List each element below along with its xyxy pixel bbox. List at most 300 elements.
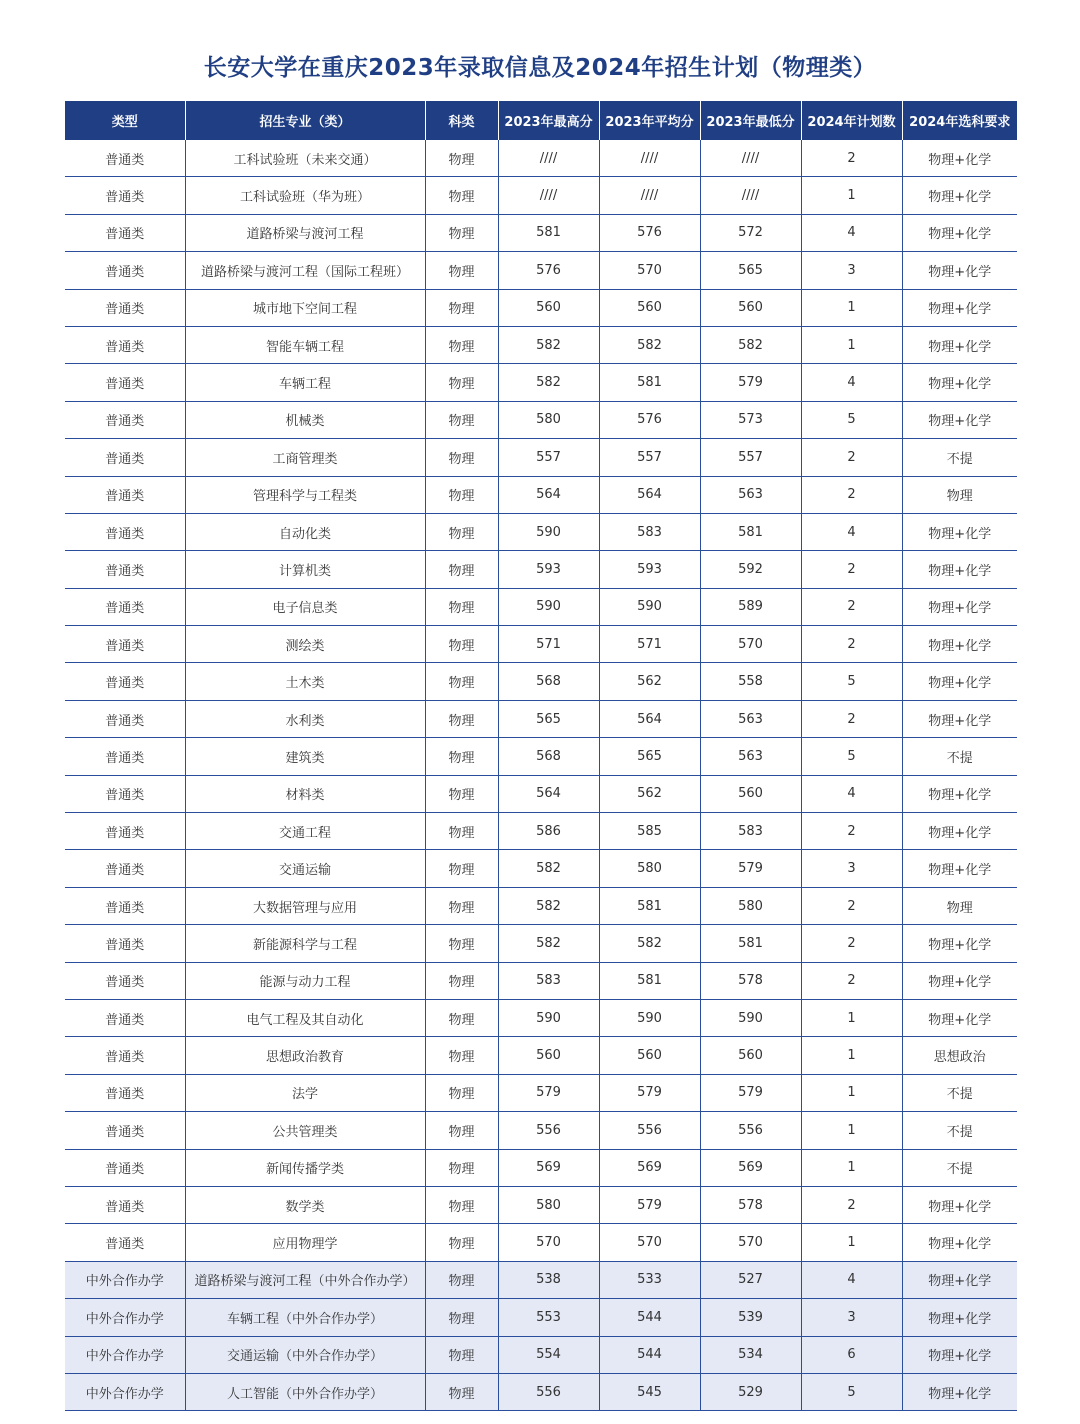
cell-major: 工科试验班（华为班） xyxy=(185,177,425,214)
cell-max-2023: 576 xyxy=(498,252,599,289)
cell-type: 普通类 xyxy=(65,850,185,887)
cell-requirement-2024: 物理+化学 xyxy=(902,289,1017,326)
cell-min-2023: //// xyxy=(700,140,801,177)
table-row xyxy=(65,1224,1017,1261)
cell-plan-2024: 5 xyxy=(801,401,902,438)
cell-max-2023: 590 xyxy=(498,588,599,625)
cell-major: 交通工程 xyxy=(185,813,425,850)
cell-subject: 物理 xyxy=(425,289,498,326)
cell-plan-2024: 2 xyxy=(801,1186,902,1223)
cell-avg-2023: 564 xyxy=(599,700,700,737)
cell-avg-2023: 579 xyxy=(599,1186,700,1223)
cell-plan-2024: 1 xyxy=(801,1224,902,1261)
cell-avg-2023: 556 xyxy=(599,1112,700,1149)
cell-max-2023: 557 xyxy=(498,439,599,476)
cell-requirement-2024: 物理+化学 xyxy=(902,962,1017,999)
cell-min-2023: 582 xyxy=(700,326,801,363)
cell-max-2023: 590 xyxy=(498,999,599,1036)
cell-max-2023: 565 xyxy=(498,700,599,737)
cell-min-2023: 581 xyxy=(700,925,801,962)
cell-subject: 物理 xyxy=(425,1373,498,1410)
cell-min-2023: 563 xyxy=(700,738,801,775)
table-row xyxy=(65,1149,1017,1186)
cell-avg-2023: 544 xyxy=(599,1299,700,1336)
cell-plan-2024: 4 xyxy=(801,364,902,401)
cell-subject: 物理 xyxy=(425,887,498,924)
cell-type: 普通类 xyxy=(65,588,185,625)
cell-subject: 物理 xyxy=(425,700,498,737)
cell-max-2023: 582 xyxy=(498,850,599,887)
cell-min-2023: 579 xyxy=(700,850,801,887)
cell-min-2023: 560 xyxy=(700,289,801,326)
table-row xyxy=(65,513,1017,550)
cell-min-2023: 565 xyxy=(700,252,801,289)
cell-major: 土木类 xyxy=(185,663,425,700)
cell-subject: 物理 xyxy=(425,364,498,401)
table-row xyxy=(65,214,1017,251)
cell-subject: 物理 xyxy=(425,999,498,1036)
table-row xyxy=(65,401,1017,438)
cell-type: 普通类 xyxy=(65,289,185,326)
cell-min-2023: 569 xyxy=(700,1149,801,1186)
cell-plan-2024: 1 xyxy=(801,1037,902,1074)
cell-max-2023: 564 xyxy=(498,476,599,513)
cell-max-2023: 556 xyxy=(498,1112,599,1149)
header-row xyxy=(65,101,1017,140)
cell-plan-2024: 2 xyxy=(801,551,902,588)
cell-max-2023: 590 xyxy=(498,513,599,550)
cell-min-2023: 558 xyxy=(700,663,801,700)
cell-min-2023: 570 xyxy=(700,1224,801,1261)
cell-requirement-2024: 物理+化学 xyxy=(902,925,1017,962)
cell-subject: 物理 xyxy=(425,775,498,812)
cell-subject: 物理 xyxy=(425,1112,498,1149)
table-row xyxy=(65,1261,1017,1298)
cell-min-2023: 560 xyxy=(700,1037,801,1074)
cell-requirement-2024: 不提 xyxy=(902,738,1017,775)
table-row xyxy=(65,775,1017,812)
cell-max-2023: 570 xyxy=(498,1224,599,1261)
cell-major: 电气工程及其自动化 xyxy=(185,999,425,1036)
cell-avg-2023: 544 xyxy=(599,1336,700,1373)
cell-max-2023: 582 xyxy=(498,887,599,924)
cell-plan-2024: 1 xyxy=(801,326,902,363)
cell-avg-2023: 590 xyxy=(599,588,700,625)
table-row xyxy=(65,962,1017,999)
cell-min-2023: 578 xyxy=(700,1186,801,1223)
cell-major: 道路桥梁与渡河工程 xyxy=(185,214,425,251)
table-row xyxy=(65,551,1017,588)
table-row xyxy=(65,1074,1017,1111)
table-row xyxy=(65,925,1017,962)
cell-plan-2024: 3 xyxy=(801,850,902,887)
table-row xyxy=(65,663,1017,700)
cell-requirement-2024: 物理+化学 xyxy=(902,700,1017,737)
cell-plan-2024: 4 xyxy=(801,1261,902,1298)
cell-major: 车辆工程 xyxy=(185,364,425,401)
cell-subject: 物理 xyxy=(425,1149,498,1186)
cell-avg-2023: 590 xyxy=(599,999,700,1036)
cell-subject: 物理 xyxy=(425,1261,498,1298)
cell-subject: 物理 xyxy=(425,588,498,625)
cell-type: 普通类 xyxy=(65,364,185,401)
cell-plan-2024: 2 xyxy=(801,626,902,663)
cell-major: 新闻传播学类 xyxy=(185,1149,425,1186)
cell-major: 自动化类 xyxy=(185,513,425,550)
cell-avg-2023: 582 xyxy=(599,925,700,962)
table-row xyxy=(65,813,1017,850)
cell-requirement-2024: 物理+化学 xyxy=(902,177,1017,214)
cell-avg-2023: 562 xyxy=(599,663,700,700)
cell-requirement-2024: 物理+化学 xyxy=(902,1373,1017,1410)
cell-min-2023: 580 xyxy=(700,887,801,924)
table-row xyxy=(65,626,1017,663)
cell-type: 普通类 xyxy=(65,775,185,812)
cell-requirement-2024: 物理+化学 xyxy=(902,775,1017,812)
cell-major: 智能车辆工程 xyxy=(185,326,425,363)
cell-plan-2024: 2 xyxy=(801,700,902,737)
cell-major: 水利类 xyxy=(185,700,425,737)
cell-avg-2023: 585 xyxy=(599,813,700,850)
cell-avg-2023: 562 xyxy=(599,775,700,812)
cell-plan-2024: 2 xyxy=(801,476,902,513)
cell-avg-2023: 560 xyxy=(599,1037,700,1074)
cell-requirement-2024: 物理+化学 xyxy=(902,1299,1017,1336)
cell-plan-2024: 1 xyxy=(801,1112,902,1149)
cell-avg-2023: 570 xyxy=(599,252,700,289)
cell-major: 思想政治教育 xyxy=(185,1037,425,1074)
cell-plan-2024: 1 xyxy=(801,1149,902,1186)
cell-major: 人工智能（中外合作办学） xyxy=(185,1373,425,1410)
cell-type: 普通类 xyxy=(65,813,185,850)
cell-major: 管理科学与工程类 xyxy=(185,476,425,513)
cell-requirement-2024: 物理+化学 xyxy=(902,588,1017,625)
cell-subject: 物理 xyxy=(425,439,498,476)
table-row xyxy=(65,1373,1017,1410)
cell-type: 普通类 xyxy=(65,1149,185,1186)
cell-type: 普通类 xyxy=(65,140,185,177)
table-row xyxy=(65,1112,1017,1149)
cell-major: 交通运输（中外合作办学） xyxy=(185,1336,425,1373)
cell-type: 普通类 xyxy=(65,551,185,588)
cell-min-2023: 589 xyxy=(700,588,801,625)
cell-subject: 物理 xyxy=(425,177,498,214)
cell-type: 普通类 xyxy=(65,1037,185,1074)
cell-requirement-2024: 思想政治 xyxy=(902,1037,1017,1074)
cell-min-2023: 579 xyxy=(700,1074,801,1111)
cell-plan-2024: 1 xyxy=(801,1074,902,1111)
cell-type: 普通类 xyxy=(65,439,185,476)
cell-plan-2024: 2 xyxy=(801,813,902,850)
table-row xyxy=(65,252,1017,289)
cell-type: 普通类 xyxy=(65,326,185,363)
cell-min-2023: 570 xyxy=(700,626,801,663)
cell-requirement-2024: 物理+化学 xyxy=(902,513,1017,550)
cell-major: 建筑类 xyxy=(185,738,425,775)
column-header-requirement-2024: 2024年选科要求 xyxy=(902,101,1017,140)
cell-avg-2023: 579 xyxy=(599,1074,700,1111)
cell-min-2023: 563 xyxy=(700,476,801,513)
page-title: 长安大学在重庆2023年录取信息及2024年招生计划（物理类） xyxy=(203,55,877,81)
cell-avg-2023: 593 xyxy=(599,551,700,588)
cell-avg-2023: 576 xyxy=(599,401,700,438)
cell-avg-2023: 557 xyxy=(599,439,700,476)
cell-subject: 物理 xyxy=(425,1074,498,1111)
cell-max-2023: 564 xyxy=(498,775,599,812)
cell-type: 普通类 xyxy=(65,401,185,438)
cell-min-2023: 557 xyxy=(700,439,801,476)
cell-subject: 物理 xyxy=(425,401,498,438)
cell-plan-2024: 5 xyxy=(801,738,902,775)
cell-max-2023: 582 xyxy=(498,326,599,363)
cell-subject: 物理 xyxy=(425,663,498,700)
cell-major: 大数据管理与应用 xyxy=(185,887,425,924)
cell-min-2023: 556 xyxy=(700,1112,801,1149)
cell-major: 道路桥梁与渡河工程（中外合作办学） xyxy=(185,1261,425,1298)
table-row xyxy=(65,850,1017,887)
cell-major: 工商管理类 xyxy=(185,439,425,476)
cell-avg-2023: 564 xyxy=(599,476,700,513)
cell-subject: 物理 xyxy=(425,962,498,999)
cell-avg-2023: 560 xyxy=(599,289,700,326)
cell-avg-2023: 545 xyxy=(599,1373,700,1410)
cell-plan-2024: 4 xyxy=(801,513,902,550)
table-row xyxy=(65,1336,1017,1373)
table-body xyxy=(65,140,1017,1411)
cell-avg-2023: 569 xyxy=(599,1149,700,1186)
cell-max-2023: 581 xyxy=(498,214,599,251)
cell-plan-2024: 3 xyxy=(801,252,902,289)
admissions-table xyxy=(65,101,1017,1411)
cell-subject: 物理 xyxy=(425,252,498,289)
cell-subject: 物理 xyxy=(425,1186,498,1223)
cell-min-2023: 579 xyxy=(700,364,801,401)
cell-type: 普通类 xyxy=(65,252,185,289)
cell-max-2023: //// xyxy=(498,140,599,177)
cell-type: 普通类 xyxy=(65,513,185,550)
cell-subject: 物理 xyxy=(425,513,498,550)
table-row xyxy=(65,1186,1017,1223)
cell-max-2023: 583 xyxy=(498,962,599,999)
cell-subject: 物理 xyxy=(425,1336,498,1373)
cell-min-2023: 539 xyxy=(700,1299,801,1336)
table-row xyxy=(65,289,1017,326)
cell-plan-2024: 1 xyxy=(801,999,902,1036)
cell-avg-2023: //// xyxy=(599,140,700,177)
cell-min-2023: 590 xyxy=(700,999,801,1036)
cell-type: 普通类 xyxy=(65,1224,185,1261)
cell-max-2023: 579 xyxy=(498,1074,599,1111)
cell-type: 中外合作办学 xyxy=(65,1373,185,1410)
cell-min-2023: 534 xyxy=(700,1336,801,1373)
cell-type: 普通类 xyxy=(65,1112,185,1149)
cell-subject: 物理 xyxy=(425,1224,498,1261)
cell-min-2023: 581 xyxy=(700,513,801,550)
cell-min-2023: 578 xyxy=(700,962,801,999)
cell-plan-2024: 2 xyxy=(801,140,902,177)
column-header-subject: 科类 xyxy=(425,101,498,140)
cell-min-2023: 573 xyxy=(700,401,801,438)
table-row xyxy=(65,476,1017,513)
cell-min-2023: 560 xyxy=(700,775,801,812)
table-row xyxy=(65,439,1017,476)
cell-max-2023: 582 xyxy=(498,364,599,401)
cell-major: 公共管理类 xyxy=(185,1112,425,1149)
cell-requirement-2024: 物理+化学 xyxy=(902,326,1017,363)
table-row xyxy=(65,999,1017,1036)
cell-requirement-2024: 物理+化学 xyxy=(902,813,1017,850)
cell-type: 普通类 xyxy=(65,700,185,737)
column-header-major: 招生专业（类） xyxy=(185,101,425,140)
cell-max-2023: 553 xyxy=(498,1299,599,1336)
cell-subject: 物理 xyxy=(425,1037,498,1074)
cell-min-2023: 583 xyxy=(700,813,801,850)
cell-avg-2023: 581 xyxy=(599,962,700,999)
table-row xyxy=(65,177,1017,214)
cell-major: 工科试验班（未来交通） xyxy=(185,140,425,177)
cell-plan-2024: 2 xyxy=(801,588,902,625)
cell-max-2023: 582 xyxy=(498,925,599,962)
cell-subject: 物理 xyxy=(425,813,498,850)
cell-major: 道路桥梁与渡河工程（国际工程班） xyxy=(185,252,425,289)
cell-requirement-2024: 不提 xyxy=(902,439,1017,476)
cell-type: 普通类 xyxy=(65,925,185,962)
cell-subject: 物理 xyxy=(425,1299,498,1336)
cell-avg-2023: 570 xyxy=(599,1224,700,1261)
cell-requirement-2024: 物理+化学 xyxy=(902,663,1017,700)
cell-plan-2024: 5 xyxy=(801,663,902,700)
cell-type: 普通类 xyxy=(65,1074,185,1111)
cell-requirement-2024: 不提 xyxy=(902,1074,1017,1111)
cell-max-2023: 556 xyxy=(498,1373,599,1410)
cell-plan-2024: 2 xyxy=(801,439,902,476)
cell-plan-2024: 2 xyxy=(801,962,902,999)
cell-max-2023: 538 xyxy=(498,1261,599,1298)
cell-plan-2024: 2 xyxy=(801,887,902,924)
cell-plan-2024: 4 xyxy=(801,775,902,812)
table-row xyxy=(65,364,1017,401)
cell-requirement-2024: 不提 xyxy=(902,1112,1017,1149)
column-header-max-2023: 2023年最高分 xyxy=(498,101,599,140)
cell-subject: 物理 xyxy=(425,326,498,363)
cell-subject: 物理 xyxy=(425,850,498,887)
cell-avg-2023: 576 xyxy=(599,214,700,251)
cell-plan-2024: 2 xyxy=(801,925,902,962)
cell-min-2023: 527 xyxy=(700,1261,801,1298)
cell-type: 普通类 xyxy=(65,663,185,700)
cell-major: 能源与动力工程 xyxy=(185,962,425,999)
cell-subject: 物理 xyxy=(425,925,498,962)
cell-type: 中外合作办学 xyxy=(65,1336,185,1373)
cell-type: 普通类 xyxy=(65,738,185,775)
column-header-plan-2024: 2024年计划数 xyxy=(801,101,902,140)
cell-major: 电子信息类 xyxy=(185,588,425,625)
table-row xyxy=(65,738,1017,775)
cell-avg-2023: 580 xyxy=(599,850,700,887)
cell-major: 计算机类 xyxy=(185,551,425,588)
cell-max-2023: 593 xyxy=(498,551,599,588)
table-row xyxy=(65,140,1017,177)
cell-max-2023: 569 xyxy=(498,1149,599,1186)
cell-min-2023: 529 xyxy=(700,1373,801,1410)
cell-major: 交通运输 xyxy=(185,850,425,887)
cell-requirement-2024: 物理+化学 xyxy=(902,364,1017,401)
cell-min-2023: 563 xyxy=(700,700,801,737)
column-header-min-2023: 2023年最低分 xyxy=(700,101,801,140)
cell-max-2023: 586 xyxy=(498,813,599,850)
cell-requirement-2024: 物理+化学 xyxy=(902,214,1017,251)
cell-subject: 物理 xyxy=(425,738,498,775)
cell-requirement-2024: 物理+化学 xyxy=(902,140,1017,177)
cell-max-2023: 560 xyxy=(498,1037,599,1074)
cell-type: 普通类 xyxy=(65,887,185,924)
cell-max-2023: 560 xyxy=(498,289,599,326)
cell-min-2023: 572 xyxy=(700,214,801,251)
cell-requirement-2024: 物理+化学 xyxy=(902,551,1017,588)
cell-avg-2023: 581 xyxy=(599,887,700,924)
cell-requirement-2024: 物理 xyxy=(902,887,1017,924)
cell-requirement-2024: 物理+化学 xyxy=(902,1336,1017,1373)
cell-plan-2024: 5 xyxy=(801,1373,902,1410)
cell-major: 数学类 xyxy=(185,1186,425,1223)
cell-avg-2023: 565 xyxy=(599,738,700,775)
cell-max-2023: //// xyxy=(498,177,599,214)
table-row xyxy=(65,887,1017,924)
cell-max-2023: 580 xyxy=(498,1186,599,1223)
column-header-avg-2023: 2023年平均分 xyxy=(599,101,700,140)
cell-type: 中外合作办学 xyxy=(65,1261,185,1298)
cell-min-2023: 592 xyxy=(700,551,801,588)
cell-plan-2024: 1 xyxy=(801,177,902,214)
cell-type: 普通类 xyxy=(65,177,185,214)
cell-type: 普通类 xyxy=(65,476,185,513)
cell-requirement-2024: 物理+化学 xyxy=(902,626,1017,663)
cell-type: 普通类 xyxy=(65,214,185,251)
cell-requirement-2024: 物理+化学 xyxy=(902,850,1017,887)
cell-type: 普通类 xyxy=(65,1186,185,1223)
cell-type: 普通类 xyxy=(65,626,185,663)
cell-requirement-2024: 物理+化学 xyxy=(902,1261,1017,1298)
table-header xyxy=(65,101,1017,140)
table-row xyxy=(65,1299,1017,1336)
cell-requirement-2024: 物理+化学 xyxy=(902,401,1017,438)
cell-avg-2023: 581 xyxy=(599,364,700,401)
cell-max-2023: 554 xyxy=(498,1336,599,1373)
cell-avg-2023: //// xyxy=(599,177,700,214)
cell-avg-2023: 583 xyxy=(599,513,700,550)
cell-plan-2024: 1 xyxy=(801,289,902,326)
cell-type: 中外合作办学 xyxy=(65,1299,185,1336)
cell-major: 车辆工程（中外合作办学） xyxy=(185,1299,425,1336)
cell-requirement-2024: 物理+化学 xyxy=(902,1186,1017,1223)
cell-major: 测绘类 xyxy=(185,626,425,663)
cell-major: 应用物理学 xyxy=(185,1224,425,1261)
table-row xyxy=(65,588,1017,625)
table-row xyxy=(65,700,1017,737)
cell-requirement-2024: 物理 xyxy=(902,476,1017,513)
cell-major: 城市地下空间工程 xyxy=(185,289,425,326)
cell-subject: 物理 xyxy=(425,476,498,513)
cell-avg-2023: 533 xyxy=(599,1261,700,1298)
cell-requirement-2024: 物理+化学 xyxy=(902,999,1017,1036)
cell-plan-2024: 3 xyxy=(801,1299,902,1336)
table-row xyxy=(65,326,1017,363)
cell-plan-2024: 6 xyxy=(801,1336,902,1373)
cell-requirement-2024: 物理+化学 xyxy=(902,252,1017,289)
cell-max-2023: 580 xyxy=(498,401,599,438)
cell-max-2023: 571 xyxy=(498,626,599,663)
cell-type: 普通类 xyxy=(65,999,185,1036)
